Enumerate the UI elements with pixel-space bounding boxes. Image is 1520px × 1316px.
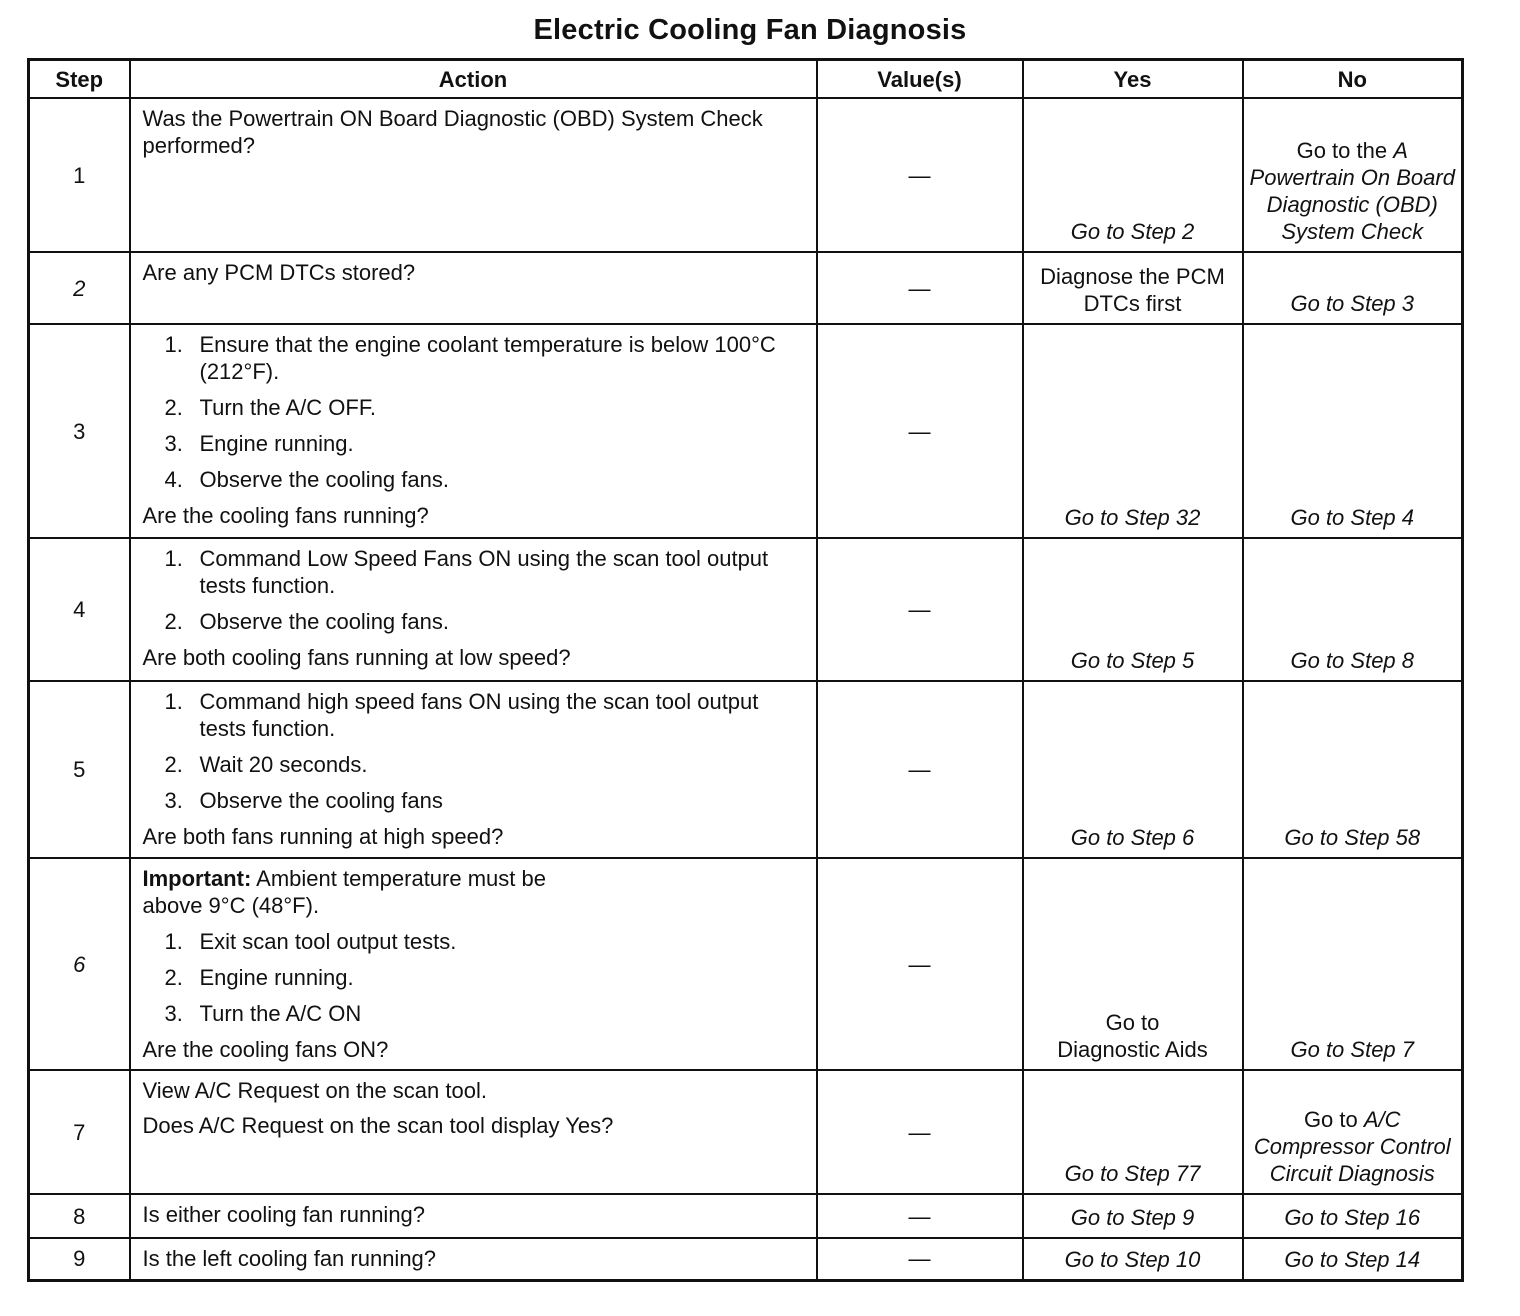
value-cell: — (817, 252, 1023, 324)
value-cell: — (817, 538, 1023, 681)
header-step: Step (29, 60, 130, 99)
important-text: Ambient temperature must be above 9°C (48°F). (142, 866, 546, 918)
list-item-text: Turn the A/C OFF. (199, 395, 376, 420)
no-cell: Go to Step 3 (1243, 252, 1463, 324)
value-cell: — (817, 1194, 1023, 1238)
table-row (29, 858, 1463, 1070)
value-cell: — (817, 858, 1023, 1070)
list-item: 2. Turn the A/C OFF. (164, 395, 376, 420)
list-item-text: Engine running. (199, 431, 354, 456)
action-question: Are any PCM DTCs stored? (142, 260, 416, 285)
yes-cell: Go to Step 10 (1023, 1238, 1243, 1280)
no-cell: Go to Step 4 (1243, 324, 1463, 538)
action-cell (130, 858, 817, 1070)
value-cell: — (817, 1070, 1023, 1194)
action-question: Are both fans running at high speed? (142, 824, 504, 849)
action-cell (130, 1070, 817, 1194)
action-cell (130, 1194, 817, 1238)
table-row (29, 324, 1463, 538)
header-values: Value(s) (817, 60, 1023, 99)
value-cell: — (817, 681, 1023, 858)
yes-cell: Go to Step 6 (1023, 681, 1243, 858)
list-item-text: Exit scan tool output tests. (199, 929, 457, 954)
header-row (29, 60, 1463, 99)
list-item: 2. Engine running. (164, 965, 354, 990)
action-question: Does A/C Request on the scan tool display Yes? (142, 1113, 614, 1138)
list-item-text: Turn the A/C ON (199, 1001, 362, 1026)
no-cell: Go to Step 16 (1243, 1194, 1463, 1238)
table-row (29, 1070, 1463, 1194)
list-item-text: Wait 20 seconds. (199, 752, 368, 777)
list-item: 3. Engine running. (164, 431, 354, 456)
table-row (29, 681, 1463, 858)
action-question: Are both cooling fans running at low speed? (142, 645, 571, 670)
important-note (143, 865, 806, 919)
no-cell: Go to Step 7 (1243, 858, 1463, 1070)
header-action: Action (130, 60, 817, 99)
action-cell (130, 324, 817, 538)
list-item: 3. Turn the A/C ON (164, 1001, 362, 1026)
step-number: 1 (29, 98, 130, 252)
yes-line-2: Diagnostic Aids (1057, 1037, 1208, 1062)
list-item-text: Ensure that the engine coolant temperature is below 100°C (212°F). (199, 332, 776, 384)
step-number: 6 (29, 858, 130, 1070)
action-cell (130, 252, 817, 324)
list-item: 1. Command Low Speed Fans ON using the scan tool output tests function. (164, 546, 769, 598)
action-text: View A/C Request on the scan tool. (142, 1078, 487, 1103)
list-item-text: Command Low Speed Fans ON using the scan tool output tests function. (199, 546, 769, 598)
list-item: 1. Command high speed fans ON using the scan tool output tests function. (164, 689, 759, 741)
no-cell (1243, 1070, 1463, 1194)
list-item-text: Engine running. (199, 965, 354, 990)
no-cell: Go to Step 14 (1243, 1238, 1463, 1280)
step-number: 4 (29, 538, 130, 681)
action-steps (143, 928, 806, 1027)
step-number: 9 (29, 1238, 130, 1280)
yes-cell: Go to Step 77 (1023, 1070, 1243, 1194)
step-number: 8 (29, 1194, 130, 1238)
table-row (29, 538, 1463, 681)
yes-cell: Go to Step 2 (1023, 98, 1243, 252)
no-cell (1243, 98, 1463, 252)
yes-line-1: Go to (1105, 1010, 1160, 1035)
no-prefix: Go to the (1296, 138, 1388, 163)
table-row (29, 98, 1463, 252)
document-title: Electric Cooling Fan Diagnosis (533, 14, 967, 46)
table-row (29, 1238, 1463, 1280)
action-cell (130, 538, 817, 681)
action-question: Was the Powertrain ON Board Diagnostic (OBD) System Check performed? (142, 106, 763, 158)
list-item: 1. Ensure that the engine coolant temperature is below 100°C (212°F). (164, 332, 776, 384)
step-number: 2 (29, 252, 130, 324)
list-item: 2. Wait 20 seconds. (164, 752, 368, 777)
value-cell: — (817, 324, 1023, 538)
step-number: 3 (29, 324, 130, 538)
step-number: 5 (29, 681, 130, 858)
action-question: Is the left cooling fan running? (142, 1246, 437, 1271)
value-cell: — (817, 98, 1023, 252)
no-cell: Go to Step 8 (1243, 538, 1463, 681)
action-cell (130, 681, 817, 858)
yes-cell: Go to Step 9 (1023, 1194, 1243, 1238)
important-label: Important: (142, 866, 252, 891)
yes-cell: Go to Step 5 (1023, 538, 1243, 681)
step-number: 7 (29, 1070, 130, 1194)
action-cell (130, 98, 817, 252)
no-reference: A/C Compressor Control Circuit Diagnosis (1253, 1107, 1451, 1186)
no-reference: A Powertrain On Board Diagnostic (OBD) System Check (1249, 138, 1455, 244)
list-item-text: Observe the cooling fans (199, 788, 443, 813)
diagnosis-table (27, 58, 1464, 1282)
list-item-text: Command high speed fans ON using the scan tool output tests function. (199, 689, 759, 741)
list-item-text: Observe the cooling fans. (199, 467, 449, 492)
action-steps (143, 688, 806, 814)
action-question: Are the cooling fans ON? (142, 1037, 389, 1062)
table-row (29, 1194, 1463, 1238)
value-cell: — (817, 1238, 1023, 1280)
no-cell: Go to Step 58 (1243, 681, 1463, 858)
list-item: 4. Observe the cooling fans. (164, 467, 449, 492)
list-item: 3. Observe the cooling fans (164, 788, 443, 813)
list-item-text: Observe the cooling fans. (199, 609, 449, 634)
action-question: Are the cooling fans running? (142, 503, 429, 528)
list-item: 1. Exit scan tool output tests. (164, 929, 457, 954)
table-row (29, 252, 1463, 324)
yes-cell (1023, 858, 1243, 1070)
yes-cell: Go to Step 32 (1023, 324, 1243, 538)
header-no: No (1243, 60, 1463, 99)
list-item: 2. Observe the cooling fans. (164, 609, 449, 634)
yes-cell: Diagnose the PCM DTCs first (1023, 252, 1243, 324)
action-steps (143, 331, 806, 493)
no-prefix: Go to (1303, 1107, 1358, 1132)
action-cell (130, 1238, 817, 1280)
header-yes: Yes (1023, 60, 1243, 99)
action-steps (143, 545, 806, 635)
action-question: Is either cooling fan running? (142, 1202, 426, 1227)
